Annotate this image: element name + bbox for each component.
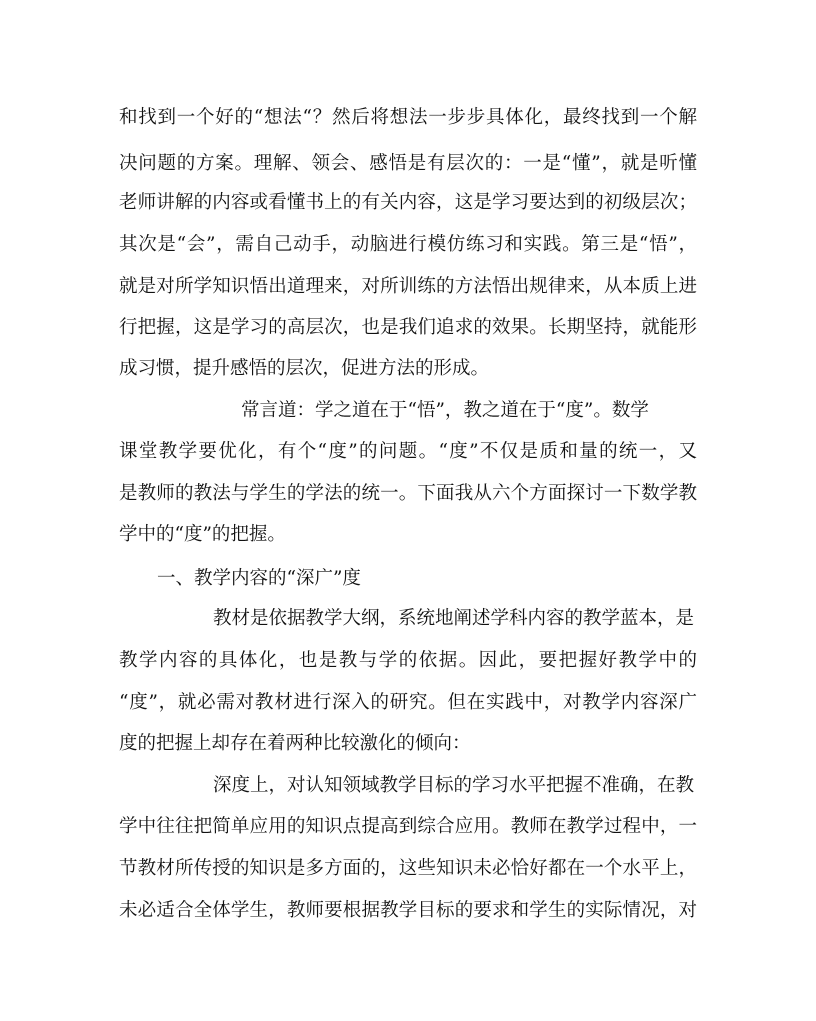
paragraph-line: 未必适合全体学生，教师要根据教学目标的要求和学生的实际情况，对 bbox=[119, 900, 697, 921]
paragraph-line: 决问题的方案。理解、领会、感悟是有层次的：一是“懂”，就是听懂 bbox=[119, 153, 697, 174]
paragraph-line: 教学内容的具体化，也是教与学的依据。因此，要把握好教学中的 bbox=[119, 650, 697, 671]
paragraph-line: 老师讲解的内容或看懂书上的有关内容，这是学习要达到的初级层次； bbox=[119, 192, 697, 213]
paragraph-line: 课堂教学要优化，有个“度”的问题。“度”不仅是质和量的统一，又 bbox=[119, 441, 697, 462]
paragraph-line: 学中往往把简单应用的知识点提高到综合应用。教师在教学过程中，一 bbox=[119, 816, 697, 837]
paragraph-line: 是教师的教法与学生的学法的统一。下面我从六个方面探讨一下数学教 bbox=[119, 483, 697, 504]
paragraph-line: 常言道：学之道在于“悟”，教之道在于“度”。数学 bbox=[241, 400, 649, 421]
section-heading: 一、教学内容的“深广”度 bbox=[157, 568, 361, 589]
paragraph-line: 教材是依据教学大纲，系统地阐述学科内容的教学蓝本，是 bbox=[213, 608, 695, 629]
paragraph-line: “度”，就必需对教材进行深入的研究。但在实践中，对教学内容深广 bbox=[119, 692, 697, 713]
paragraph-line: 学中的“度”的把握。 bbox=[119, 524, 286, 545]
paragraph-line: 深度上，对认知领域教学目标的学习水平把握不准确，在教 bbox=[213, 775, 695, 796]
paragraph-line: 就是对所学知识悟出道理来，对所训练的方法悟出规律来，从本质上进 bbox=[119, 276, 697, 297]
paragraph-line: 和找到一个好的“想法“？然后将想法一步步具体化，最终找到一个解 bbox=[119, 107, 697, 128]
paragraph-line: 其次是“会”，需自己动手，动脑进行模仿练习和实践。第三是“悟”， bbox=[119, 234, 697, 255]
paragraph-line: 度的把握上却存在着两种比较激化的倾向： bbox=[119, 733, 471, 754]
paragraph-line: 行把握，这是学习的高层次，也是我们追求的效果。长期坚持，就能形 bbox=[119, 317, 697, 338]
paragraph-line: 节教材所传授的知识是多方面的，这些知识未必恰好都在一个水平上， bbox=[119, 858, 697, 879]
paragraph-line: 成习惯，提升感悟的层次，促进方法的形成。 bbox=[119, 358, 490, 379]
